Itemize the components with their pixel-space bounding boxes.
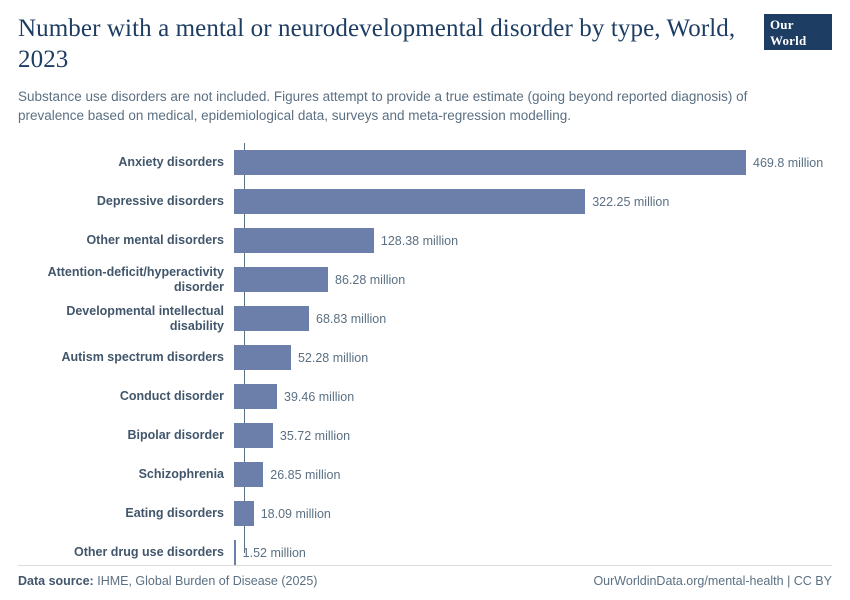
bar-row[interactable] <box>18 338 832 377</box>
bar-track <box>234 260 832 299</box>
bar[interactable] <box>234 462 263 487</box>
bar-category-label: Bipolar disorder <box>127 428 224 443</box>
bar-track <box>234 143 832 182</box>
bar-value-label: 469.8 million <box>753 155 824 170</box>
bar-category-label: Other drug use disorders <box>73 545 224 560</box>
bar[interactable] <box>234 150 746 175</box>
bar-track <box>234 299 832 338</box>
bar[interactable] <box>234 423 273 448</box>
bar-category-label: Schizophrenia <box>138 467 224 482</box>
bar-track <box>234 494 832 533</box>
bar-value-label: 26.85 million <box>270 467 341 482</box>
chart-footer <box>18 565 832 588</box>
bar-track <box>234 455 832 494</box>
data-source <box>18 574 317 588</box>
bar-row[interactable] <box>18 416 832 455</box>
bar[interactable] <box>234 540 236 565</box>
chart-header <box>18 14 832 125</box>
bar-row[interactable] <box>18 182 832 221</box>
bar-value-label: 322.25 million <box>592 194 670 209</box>
bar[interactable] <box>234 501 254 526</box>
bar-row[interactable] <box>18 455 832 494</box>
owid-logo-line2: in Data <box>770 48 813 64</box>
owid-logo[interactable] <box>764 14 832 64</box>
bar[interactable] <box>234 384 277 409</box>
bar-category-label: Depressive disorders <box>96 194 224 209</box>
bar-row[interactable] <box>18 377 832 416</box>
bar-row[interactable] <box>18 221 832 260</box>
data-source-label: Data source: <box>18 574 94 588</box>
bar[interactable] <box>234 228 374 253</box>
bar-value-label: 35.72 million <box>279 428 351 443</box>
bar[interactable] <box>234 189 585 214</box>
bar-category-label: Other mental disorders <box>86 233 224 248</box>
chart-subtitle: Substance use disorders are not included. Figures attempt to provide a true estimate (going beyond reported diagnosis) of prevalence based on medical, epidemiological data, surveys and meta-regression modelling. <box>18 89 748 124</box>
bar-track <box>234 182 832 221</box>
bar[interactable] <box>234 306 309 331</box>
bar-value-label: 68.83 million <box>316 311 387 326</box>
bar-chart <box>18 143 832 560</box>
bar-value-label: 39.46 million <box>284 389 355 404</box>
bar-track <box>234 338 832 377</box>
attribution[interactable]: OurWorldinData.org/mental-health | CC BY <box>593 574 832 588</box>
bar-row[interactable] <box>18 260 832 299</box>
bar-value-label: 86.28 million <box>335 272 406 287</box>
bar-category-label: Attention-deficit/hyperactivity disorder <box>47 264 224 294</box>
bar[interactable] <box>234 345 291 370</box>
bar[interactable] <box>234 267 328 292</box>
bar-value-label: 52.28 million <box>297 350 369 365</box>
bar-track <box>234 221 832 260</box>
bar-category-label: Autism spectrum disorders <box>61 350 224 365</box>
bar-category-label: Eating disorders <box>125 506 224 521</box>
bar-track <box>234 416 832 455</box>
bar-category-label: Anxiety disorders <box>118 155 224 170</box>
bar-row[interactable] <box>18 494 832 533</box>
bar-value-label: 128.38 million <box>380 233 459 248</box>
bar-category-label: Conduct disorder <box>119 389 224 404</box>
bar-row[interactable] <box>18 299 832 338</box>
owid-logo-line1: Our World <box>770 17 807 48</box>
bar-value-label: 1.52 million <box>242 545 306 560</box>
page-title: Number with a mental or neurodevelopmental disorder by type, World, 2023 <box>18 15 736 73</box>
bar-category-label: Developmental intellectual disability <box>66 303 224 333</box>
bar-row[interactable] <box>18 143 832 182</box>
bar-rows <box>18 143 832 572</box>
data-source-text: IHME, Global Burden of Disease (2025) <box>97 574 318 588</box>
bar-value-label: 18.09 million <box>260 506 331 521</box>
bar-track <box>234 377 832 416</box>
